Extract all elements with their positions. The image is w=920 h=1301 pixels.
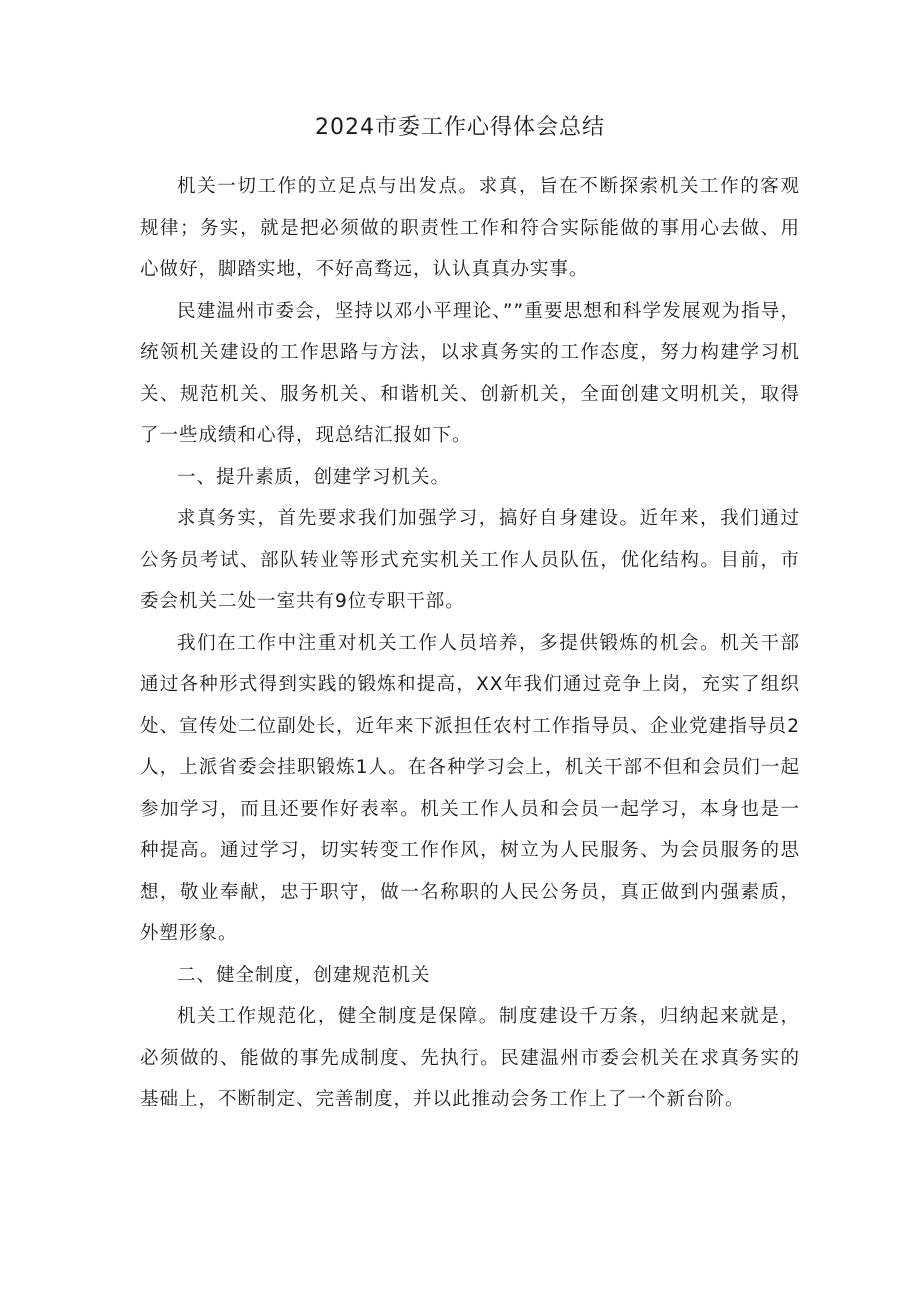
- paragraph-overview: 民建温州市委会，坚持以邓小平理论、””重要思想和科学发展观为指导，统领机关建设的工作思路与方法，以求真务实的工作态度，努力构建学习机关、规范机关、服务机关、和谐机关、创新机关，全面创建文明机关，取得了一些成绩和心得，现总结汇报如下。: [140, 300, 800, 446]
- document-title: 2024市委工作心得体会总结: [315, 115, 605, 140]
- paragraph-study-1: 求真务实，首先要求我们加强学习，搞好自身建设。近年来，我们通过公务员考试、部队转业等形式充实机关工作人员队伍，优化结构。目前，市委会机关二处一室共有9位专职干部。: [140, 508, 800, 612]
- document-body: [140, 166, 800, 1121]
- section-heading-1: 一、提升素质，创建学习机关。: [177, 466, 451, 488]
- paragraph-rules: 机关工作规范化，健全制度是保障。制度建设千万条，归纳起来就是，必须做的、能做的事先成制度、先执行。民建温州市委会机关在求真务实的基础上，不断制定、完善制度，并以此推动会务工作上了一个新台阶。: [140, 1006, 800, 1110]
- paragraph-study-2: 我们在工作中注重对机关工作人员培养，多提供锻炼的机会。机关干部通过各种形式得到实践的锻炼和提高，XX年我们通过竞争上岗，充实了组织处、宣传处二位副处长，近年来下派担任农村工作指导员、企业党建指导员2人，上派省委会挂职锻炼1人。在各种学习会上，机关干部不但和会员们一起参加学习，而且还要作好表率。机关工作人员和会员一起学习，本身也是一种提高。通过学习，切实转变工作作风，树立为人民服务、为会员服务的思想，敬业奉献，忠于职守，做一名称职的人民公务员，真正做到内强素质，外塑形象。: [140, 632, 800, 944]
- paragraph-intro: 机关一切工作的立足点与出发点。求真，旨在不断探索机关工作的客观规律；务实，就是把必须做的职责性工作和符合实际能做的事用心去做、用心做好，脚踏实地，不好高骛远，认认真真办实事。: [140, 176, 800, 280]
- section-heading-2: 二、健全制度，创建规范机关: [177, 964, 431, 986]
